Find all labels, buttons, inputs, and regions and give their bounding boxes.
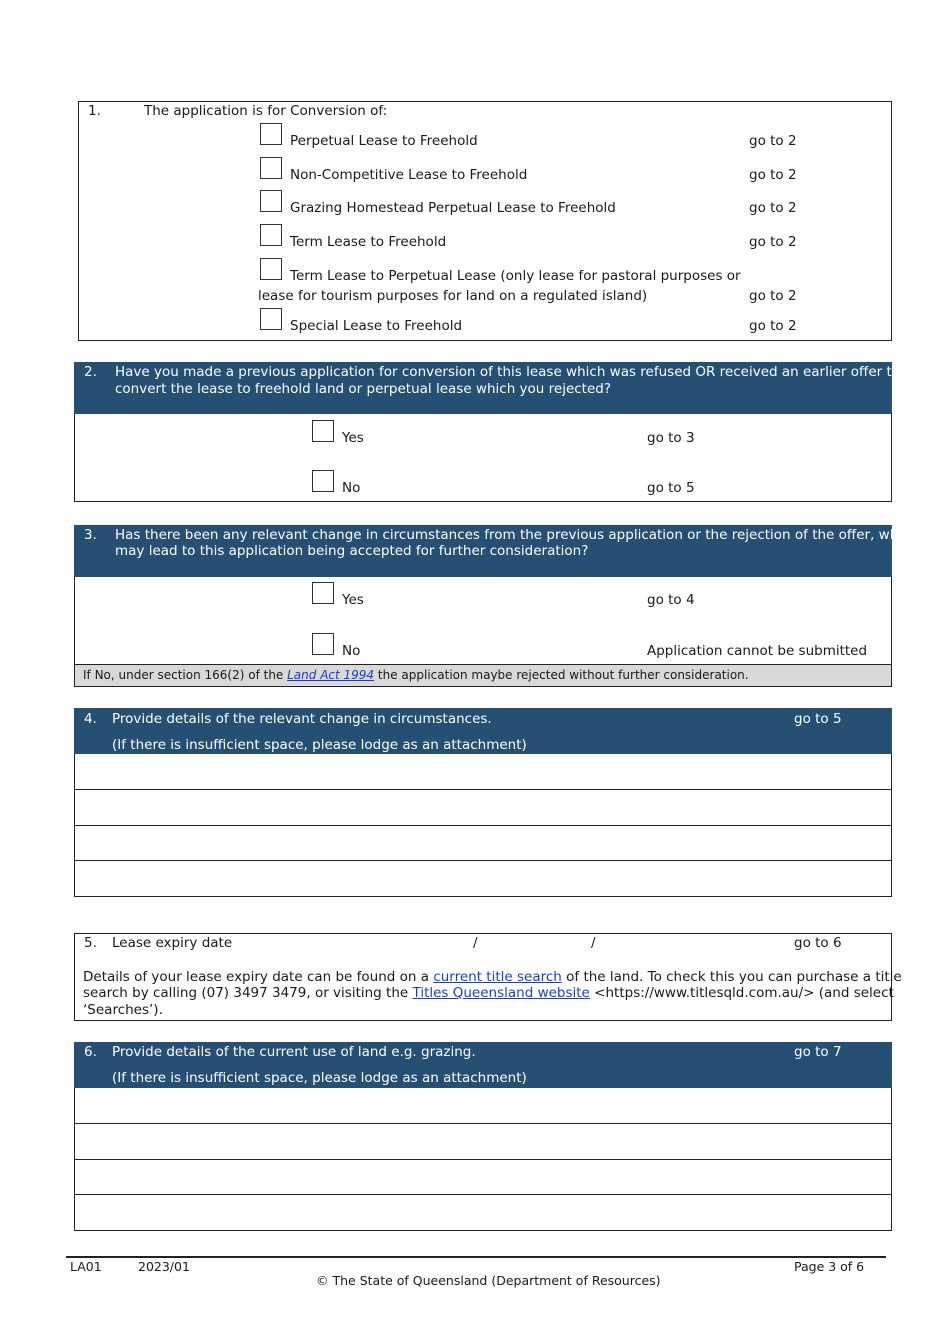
q1-option-label: Non-Competitive Lease to Freehold [290, 167, 528, 183]
q1-option-goto: go to 2 [749, 200, 797, 216]
q3-question-line1: Has there been any relevant change in circumstances from the previous application or the rejection of the offer, which [115, 527, 918, 543]
lease-expiry-year-field[interactable] [603, 933, 783, 953]
q2-yes-checkbox[interactable] [312, 420, 334, 442]
q2-yes-label: Yes [342, 430, 364, 446]
q5-p2-before: search by calling (07) 3497 3479, or visiting the [83, 985, 413, 1001]
q4-answer-line-1[interactable] [75, 755, 891, 789]
land-act-link[interactable]: Land Act 1994 [287, 668, 375, 682]
q3-no-checkbox[interactable] [312, 633, 334, 655]
q5-p1-after: of the land. To check this you can purchase a title [561, 969, 902, 985]
q3-number: 3. [84, 527, 97, 543]
q5-goto: go to 6 [794, 935, 842, 951]
q2-no-checkbox[interactable] [312, 470, 334, 492]
q2-yes-goto: go to 3 [647, 430, 695, 446]
q6-goto: go to 7 [794, 1044, 842, 1060]
q3-note-before: If No, under section 166(2) of the [83, 668, 288, 682]
q3-question-line2: may lead to this application being accepted for further consideration? [115, 543, 589, 559]
q3-no-label: No [342, 643, 361, 659]
q5-number: 5. [84, 935, 97, 951]
q4-answer-line-3[interactable] [75, 826, 891, 860]
q1-option-goto: go to 2 [749, 167, 797, 183]
q4-answer-line-4[interactable] [75, 861, 891, 896]
q2-number: 2. [84, 364, 97, 380]
lease-expiry-month-field[interactable] [485, 933, 585, 953]
current-title-search-link[interactable]: current title search [433, 969, 562, 985]
q1-option-label: Term Lease to Freehold [290, 234, 447, 250]
q3-note [83, 668, 749, 682]
q1-option-label: Perpetual Lease to Freehold [290, 133, 478, 149]
q1-option-label: Grazing Homestead Perpetual Lease to Freehold [290, 200, 616, 216]
q5-p2-after: <https://www.titlesqld.com.au/> (and select [589, 985, 894, 1001]
q5-paragraph-line2 [83, 985, 894, 1001]
q1-option-checkbox[interactable] [260, 308, 282, 330]
q1-option-goto: go to 2 [749, 133, 797, 149]
q4-number: 4. [84, 711, 97, 727]
q6-answer-line-1[interactable] [75, 1089, 891, 1123]
q1-option-label-continued: lease for tourism purposes for land on a regulated island) [258, 288, 648, 304]
q1-option-checkbox[interactable] [260, 258, 282, 280]
q2-question-line1: Have you made a previous application for conversion of this lease which was refused OR received an earlier offer to [115, 364, 901, 380]
q4-question: Provide details of the relevant change in circumstances. [112, 711, 492, 727]
q2-question-line2: convert the lease to freehold land or perpetual lease which you rejected? [115, 381, 612, 397]
footer-form-code: LA01 [70, 1259, 102, 1274]
q6-number: 6. [84, 1044, 97, 1060]
q4-goto: go to 5 [794, 711, 842, 727]
footer-copyright: © The State of Queensland (Department of Resources) [316, 1273, 661, 1288]
q6-answer-line-4[interactable] [75, 1195, 891, 1230]
q1-option-goto: go to 2 [749, 318, 797, 334]
q2-no-label: No [342, 480, 361, 496]
q1-option-label: Term Lease to Perpetual Lease (only lease for pastoral purposes or [290, 268, 741, 284]
q1-option-checkbox[interactable] [260, 190, 282, 212]
q1-option-goto: go to 2 [749, 288, 797, 304]
q2-no-goto: go to 5 [647, 480, 695, 496]
q6-subnote: (If there is insufficient space, please lodge as an attachment) [112, 1070, 527, 1086]
lease-expiry-day-field[interactable] [360, 933, 465, 953]
footer-version: 2023/01 [138, 1259, 190, 1274]
q5-paragraph-line3: ‘Searches’). [83, 1002, 163, 1018]
titles-queensland-link[interactable]: Titles Queensland website [412, 985, 590, 1001]
q6-question: Provide details of the current use of land e.g. grazing. [112, 1044, 476, 1060]
q4-subnote: (If there is insufficient space, please lodge as an attachment) [112, 737, 527, 753]
q3-yes-goto: go to 4 [647, 592, 695, 608]
q5-label: Lease expiry date [112, 935, 233, 951]
q5-paragraph-line1 [83, 969, 902, 985]
q3-note-after: the application maybe rejected without further consideration. [374, 668, 749, 682]
q1-option-goto: go to 2 [749, 234, 797, 250]
q3-yes-checkbox[interactable] [312, 582, 334, 604]
q5-date-separator: / [591, 935, 596, 951]
q3-yes-label: Yes [342, 592, 364, 608]
q6-answer-line-3[interactable] [75, 1160, 891, 1194]
q3-no-goto: Application cannot be submitted [647, 643, 868, 659]
q1-option-checkbox[interactable] [260, 123, 282, 145]
q6-answer-line-2[interactable] [75, 1124, 891, 1159]
q1-option-checkbox[interactable] [260, 157, 282, 179]
q1-option-label: Special Lease to Freehold [290, 318, 463, 334]
footer-page-number: Page 3 of 6 [794, 1259, 865, 1274]
q4-answer-line-2[interactable] [75, 790, 891, 825]
q5-date-separator: / [473, 935, 478, 951]
q1-question: The application is for Conversion of: [144, 103, 388, 119]
q1-option-checkbox[interactable] [260, 224, 282, 246]
q5-p1-before: Details of your lease expiry date can be found on a [83, 969, 434, 985]
footer-rule [66, 1256, 886, 1258]
q1-number: 1. [88, 103, 101, 119]
